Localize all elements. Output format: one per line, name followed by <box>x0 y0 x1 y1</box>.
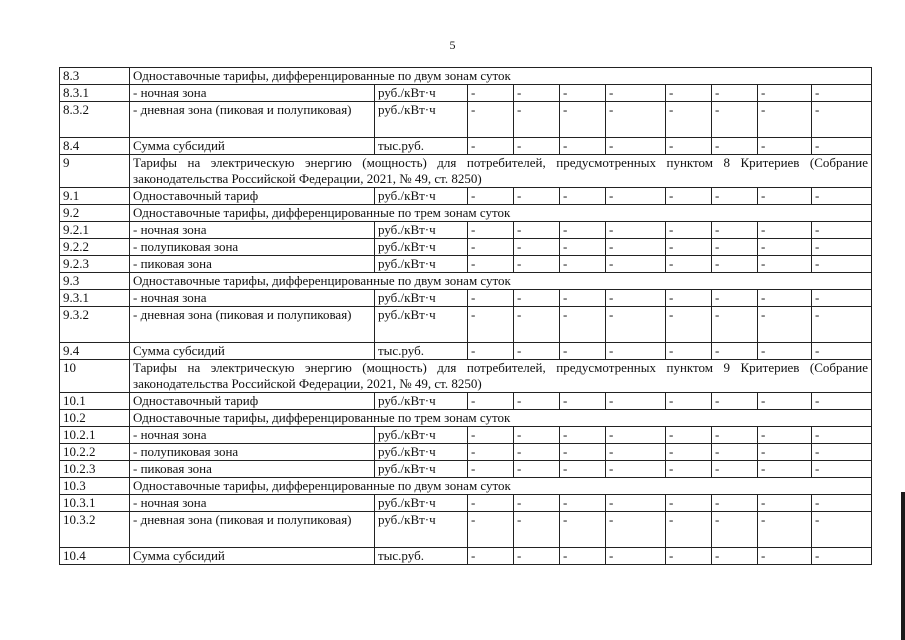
value-cell: - <box>666 444 712 461</box>
value-cell: - <box>468 85 514 102</box>
value-cell: - <box>758 495 812 512</box>
value-cell: - <box>712 461 758 478</box>
value-cell: - <box>468 512 514 548</box>
value-cell: - <box>468 290 514 307</box>
value-cell: - <box>758 427 812 444</box>
row-label-cell: - ночная зона <box>130 427 375 444</box>
unit-cell: руб./кВт·ч <box>375 427 468 444</box>
row-label-cell: - полупиковая зона <box>130 444 375 461</box>
value-cell: - <box>666 512 712 548</box>
value-cell: - <box>812 427 872 444</box>
row-number-cell: 10.2.3 <box>60 461 130 478</box>
page-number: 5 <box>449 38 456 52</box>
value-cell: - <box>468 102 514 138</box>
value-cell: - <box>712 256 758 273</box>
table-body <box>60 68 872 565</box>
value-cell: - <box>812 461 872 478</box>
table-row <box>60 393 872 410</box>
value-cell: - <box>560 239 606 256</box>
value-cell: - <box>468 461 514 478</box>
row-number-cell: 8.3.1 <box>60 85 130 102</box>
table-row <box>60 478 872 495</box>
value-cell: - <box>514 85 560 102</box>
value-cell: - <box>468 239 514 256</box>
value-cell: - <box>468 222 514 239</box>
table-row <box>60 188 872 205</box>
value-cell: - <box>514 444 560 461</box>
tariff-table <box>59 67 872 565</box>
value-cell: - <box>812 495 872 512</box>
value-cell: - <box>560 343 606 360</box>
table-row <box>60 548 872 565</box>
row-number-cell: 10.3.1 <box>60 495 130 512</box>
value-cell: - <box>812 393 872 410</box>
row-number-cell: 10.3 <box>60 478 130 495</box>
value-cell: - <box>606 495 666 512</box>
value-cell: - <box>666 222 712 239</box>
value-cell: - <box>514 512 560 548</box>
value-cell: - <box>560 222 606 239</box>
value-cell: - <box>758 138 812 155</box>
value-cell: - <box>758 102 812 138</box>
row-label-cell: Сумма субсидий <box>130 138 375 155</box>
value-cell: - <box>812 102 872 138</box>
unit-cell: тыс.руб. <box>375 138 468 155</box>
value-cell: - <box>712 188 758 205</box>
value-cell: - <box>712 290 758 307</box>
value-cell: - <box>468 256 514 273</box>
value-cell: - <box>606 512 666 548</box>
value-cell: - <box>758 256 812 273</box>
value-cell: - <box>606 85 666 102</box>
table-row <box>60 256 872 273</box>
table-row <box>60 444 872 461</box>
unit-cell: руб./кВт·ч <box>375 512 468 548</box>
value-cell: - <box>560 495 606 512</box>
value-cell: - <box>812 256 872 273</box>
value-cell: - <box>514 548 560 565</box>
table-row <box>60 85 872 102</box>
row-number-cell: 10.4 <box>60 548 130 565</box>
value-cell: - <box>606 444 666 461</box>
table-row <box>60 343 872 360</box>
value-cell: - <box>560 290 606 307</box>
value-cell: - <box>514 222 560 239</box>
value-cell: - <box>712 512 758 548</box>
value-cell: - <box>468 188 514 205</box>
value-cell: - <box>468 307 514 343</box>
value-cell: - <box>560 138 606 155</box>
value-cell: - <box>758 290 812 307</box>
value-cell: - <box>758 343 812 360</box>
value-cell: - <box>758 239 812 256</box>
table-row <box>60 138 872 155</box>
table-row <box>60 273 872 290</box>
value-cell: - <box>468 393 514 410</box>
value-cell: - <box>514 427 560 444</box>
value-cell: - <box>560 444 606 461</box>
table-row <box>60 461 872 478</box>
group-header-cell: Одноставочные тарифы, дифференцированные по трем зонам суток <box>130 205 872 222</box>
value-cell: - <box>812 290 872 307</box>
value-cell: - <box>606 290 666 307</box>
value-cell: - <box>812 222 872 239</box>
row-number-cell: 9.3.1 <box>60 290 130 307</box>
row-label-cell: - дневная зона (пиковая и полупиковая) <box>130 307 375 343</box>
value-cell: - <box>712 427 758 444</box>
value-cell: - <box>712 343 758 360</box>
unit-cell: руб./кВт·ч <box>375 188 468 205</box>
value-cell: - <box>468 495 514 512</box>
unit-cell: руб./кВт·ч <box>375 444 468 461</box>
value-cell: - <box>468 548 514 565</box>
row-number-cell: 9.3 <box>60 273 130 290</box>
value-cell: - <box>712 444 758 461</box>
value-cell: - <box>514 239 560 256</box>
row-label-cell: Одноставочный тариф <box>130 188 375 205</box>
value-cell: - <box>606 138 666 155</box>
value-cell: - <box>560 307 606 343</box>
value-cell: - <box>758 512 812 548</box>
group-header-cell: Одноставочные тарифы, дифференцированные по трем зонам суток <box>130 410 872 427</box>
row-number-cell: 10.3.2 <box>60 512 130 548</box>
value-cell: - <box>514 393 560 410</box>
value-cell: - <box>666 393 712 410</box>
unit-cell: руб./кВт·ч <box>375 239 468 256</box>
scan-edge-mark <box>901 492 905 640</box>
value-cell: - <box>712 239 758 256</box>
unit-cell: руб./кВт·ч <box>375 290 468 307</box>
table-row <box>60 102 872 138</box>
value-cell: - <box>812 548 872 565</box>
value-cell: - <box>514 307 560 343</box>
unit-cell: руб./кВт·ч <box>375 461 468 478</box>
value-cell: - <box>712 102 758 138</box>
table-row <box>60 307 872 343</box>
value-cell: - <box>666 239 712 256</box>
row-number-cell: 9.3.2 <box>60 307 130 343</box>
row-number-cell: 9.1 <box>60 188 130 205</box>
row-number-cell: 10.2.2 <box>60 444 130 461</box>
value-cell: - <box>606 222 666 239</box>
group-header-cell: Одноставочные тарифы, дифференцированные по двум зонам суток <box>130 273 872 290</box>
row-number-cell: 9.4 <box>60 343 130 360</box>
value-cell: - <box>758 188 812 205</box>
table-row <box>60 360 872 393</box>
row-label-cell: - полупиковая зона <box>130 239 375 256</box>
unit-cell: руб./кВт·ч <box>375 85 468 102</box>
row-label-cell: Одноставочный тариф <box>130 393 375 410</box>
value-cell: - <box>606 548 666 565</box>
value-cell: - <box>758 444 812 461</box>
value-cell: - <box>606 427 666 444</box>
tariff-table-container <box>59 67 872 565</box>
value-cell: - <box>666 188 712 205</box>
value-cell: - <box>666 138 712 155</box>
value-cell: - <box>514 256 560 273</box>
table-row <box>60 290 872 307</box>
value-cell: - <box>606 393 666 410</box>
value-cell: - <box>514 290 560 307</box>
value-cell: - <box>712 222 758 239</box>
value-cell: - <box>666 343 712 360</box>
value-cell: - <box>560 256 606 273</box>
unit-cell: руб./кВт·ч <box>375 495 468 512</box>
row-label-cell: - ночная зона <box>130 222 375 239</box>
value-cell: - <box>812 239 872 256</box>
table-row <box>60 495 872 512</box>
value-cell: - <box>606 188 666 205</box>
row-label-cell: - ночная зона <box>130 85 375 102</box>
row-label-cell: - ночная зона <box>130 495 375 512</box>
value-cell: - <box>666 495 712 512</box>
unit-cell: тыс.руб. <box>375 548 468 565</box>
table-row <box>60 205 872 222</box>
value-cell: - <box>514 461 560 478</box>
row-number-cell: 10 <box>60 360 130 393</box>
section-title-cell: Тарифы на электрическую энергию (мощность) для потребителей, предусмотренных пунктом 8 Критериев (Собрание законодательства Российской Федерации, 2021, № 49, ст. 8250) <box>130 155 872 188</box>
value-cell: - <box>514 102 560 138</box>
row-number-cell: 8.3 <box>60 68 130 85</box>
row-number-cell: 8.3.2 <box>60 102 130 138</box>
value-cell: - <box>560 393 606 410</box>
table-row <box>60 222 872 239</box>
value-cell: - <box>712 495 758 512</box>
value-cell: - <box>606 256 666 273</box>
value-cell: - <box>560 188 606 205</box>
value-cell: - <box>606 102 666 138</box>
value-cell: - <box>606 239 666 256</box>
value-cell: - <box>712 307 758 343</box>
value-cell: - <box>812 138 872 155</box>
value-cell: - <box>758 393 812 410</box>
value-cell: - <box>606 307 666 343</box>
table-row <box>60 68 872 85</box>
value-cell: - <box>560 102 606 138</box>
value-cell: - <box>468 444 514 461</box>
value-cell: - <box>666 256 712 273</box>
value-cell: - <box>812 307 872 343</box>
unit-cell: тыс.руб. <box>375 343 468 360</box>
value-cell: - <box>560 512 606 548</box>
value-cell: - <box>666 85 712 102</box>
row-label-cell: - пиковая зона <box>130 256 375 273</box>
value-cell: - <box>712 548 758 565</box>
value-cell: - <box>758 461 812 478</box>
unit-cell: руб./кВт·ч <box>375 307 468 343</box>
value-cell: - <box>666 290 712 307</box>
value-cell: - <box>712 393 758 410</box>
value-cell: - <box>560 461 606 478</box>
table-row <box>60 239 872 256</box>
value-cell: - <box>606 461 666 478</box>
group-header-cell: Одноставочные тарифы, дифференцированные по двум зонам суток <box>130 68 872 85</box>
value-cell: - <box>560 427 606 444</box>
row-label-cell: Сумма субсидий <box>130 343 375 360</box>
value-cell: - <box>812 188 872 205</box>
value-cell: - <box>666 548 712 565</box>
value-cell: - <box>712 85 758 102</box>
value-cell: - <box>666 307 712 343</box>
table-row <box>60 512 872 548</box>
value-cell: - <box>560 548 606 565</box>
row-label-cell: - дневная зона (пиковая и полупиковая) <box>130 512 375 548</box>
row-label-cell: - дневная зона (пиковая и полупиковая) <box>130 102 375 138</box>
row-number-cell: 9 <box>60 155 130 188</box>
value-cell: - <box>514 343 560 360</box>
value-cell: - <box>758 548 812 565</box>
row-number-cell: 9.2.3 <box>60 256 130 273</box>
value-cell: - <box>514 188 560 205</box>
value-cell: - <box>560 85 606 102</box>
unit-cell: руб./кВт·ч <box>375 256 468 273</box>
row-label-cell: - пиковая зона <box>130 461 375 478</box>
table-row <box>60 155 872 188</box>
value-cell: - <box>758 85 812 102</box>
group-header-cell: Одноставочные тарифы, дифференцированные по двум зонам суток <box>130 478 872 495</box>
value-cell: - <box>812 444 872 461</box>
value-cell: - <box>468 343 514 360</box>
unit-cell: руб./кВт·ч <box>375 102 468 138</box>
row-number-cell: 10.2 <box>60 410 130 427</box>
value-cell: - <box>606 343 666 360</box>
row-number-cell: 10.2.1 <box>60 427 130 444</box>
value-cell: - <box>666 427 712 444</box>
row-number-cell: 9.2.1 <box>60 222 130 239</box>
row-number-cell: 10.1 <box>60 393 130 410</box>
value-cell: - <box>468 427 514 444</box>
value-cell: - <box>468 138 514 155</box>
value-cell: - <box>514 495 560 512</box>
row-label-cell: - ночная зона <box>130 290 375 307</box>
row-label-cell: Сумма субсидий <box>130 548 375 565</box>
value-cell: - <box>758 307 812 343</box>
unit-cell: руб./кВт·ч <box>375 393 468 410</box>
value-cell: - <box>666 102 712 138</box>
value-cell: - <box>812 85 872 102</box>
section-title-cell: Тарифы на электрическую энергию (мощность) для потребителей, предусмотренных пунктом 9 Критериев (Собрание законодательства Российской Федерации, 2021, № 49, ст. 8250) <box>130 360 872 393</box>
value-cell: - <box>812 512 872 548</box>
row-number-cell: 9.2 <box>60 205 130 222</box>
value-cell: - <box>666 461 712 478</box>
value-cell: - <box>712 138 758 155</box>
value-cell: - <box>514 138 560 155</box>
row-number-cell: 8.4 <box>60 138 130 155</box>
table-row <box>60 427 872 444</box>
row-number-cell: 9.2.2 <box>60 239 130 256</box>
value-cell: - <box>758 222 812 239</box>
unit-cell: руб./кВт·ч <box>375 222 468 239</box>
table-row <box>60 410 872 427</box>
value-cell: - <box>812 343 872 360</box>
